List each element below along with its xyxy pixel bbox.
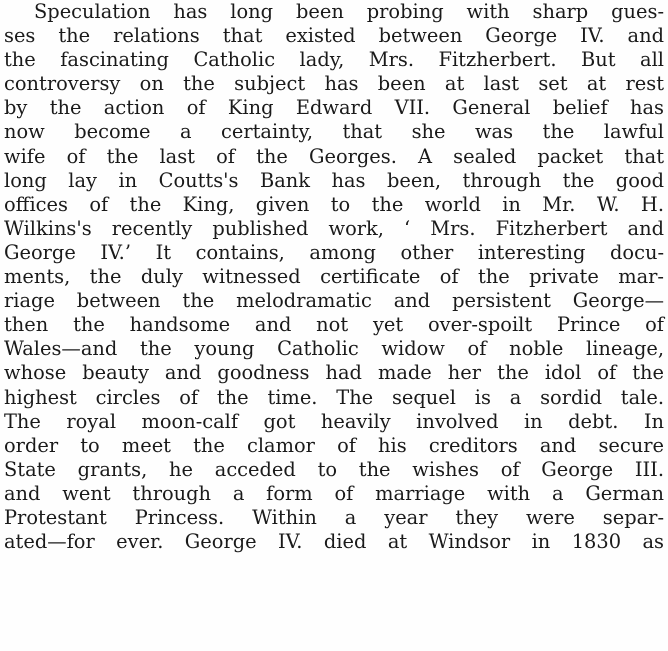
text-line: wife of the last of the Georges. A sealed packet that	[4, 144, 664, 168]
text-line: order to meet the clamor of his creditors and secure	[4, 433, 664, 457]
text-line: Protestant Princess. Within a year they were separ-	[4, 505, 664, 529]
text-line: offices of the King, given to the world in Mr. W. H.	[4, 192, 664, 216]
text-line: State grants, he acceded to the wishes of George III.	[4, 457, 664, 481]
text-line: Wales—and the young Catholic widow of noble lineage,	[4, 337, 664, 361]
text-line: The royal moon-calf got heavily involved in debt. In	[4, 409, 664, 433]
text-line: ses the relations that existed between George IV. and	[4, 24, 664, 48]
text-line: and went through a form of marriage with a German	[4, 481, 664, 505]
text-line: now become a certainty, that she was the lawful	[4, 120, 664, 144]
text-line: riage between the melodramatic and persistent George—	[4, 289, 664, 313]
text-line: George IV.’ It contains, among other interesting docu-	[4, 240, 664, 264]
text-line: ments, the duly witnessed certificate of the private mar-	[4, 265, 664, 289]
text-line: Wilkins's recently published work, ‘ Mrs. Fitzherbert and	[4, 216, 664, 240]
text-line: highest circles of the time. The sequel is a sordid tale.	[4, 385, 664, 409]
text-line: whose beauty and goodness had made her the idol of the	[4, 361, 664, 385]
text-line: long lay in Coutts's Bank has been, through the good	[4, 168, 664, 192]
text-line: Speculation has long been probing with sharp gues-	[34, 0, 664, 23]
text-line: the fascinating Catholic lady, Mrs. Fitzherbert. But all	[4, 48, 664, 72]
text-line: ated—for ever. George IV. died at Windsor in 1830 as	[4, 530, 664, 554]
text-line: by the action of King Edward VII. General belief has	[4, 96, 664, 120]
text-line: controversy on the subject has been at last set at rest	[4, 72, 664, 96]
body-paragraph	[4, 0, 668, 554]
text-line: then the handsome and not yet over-spoilt Prince of	[4, 313, 664, 337]
